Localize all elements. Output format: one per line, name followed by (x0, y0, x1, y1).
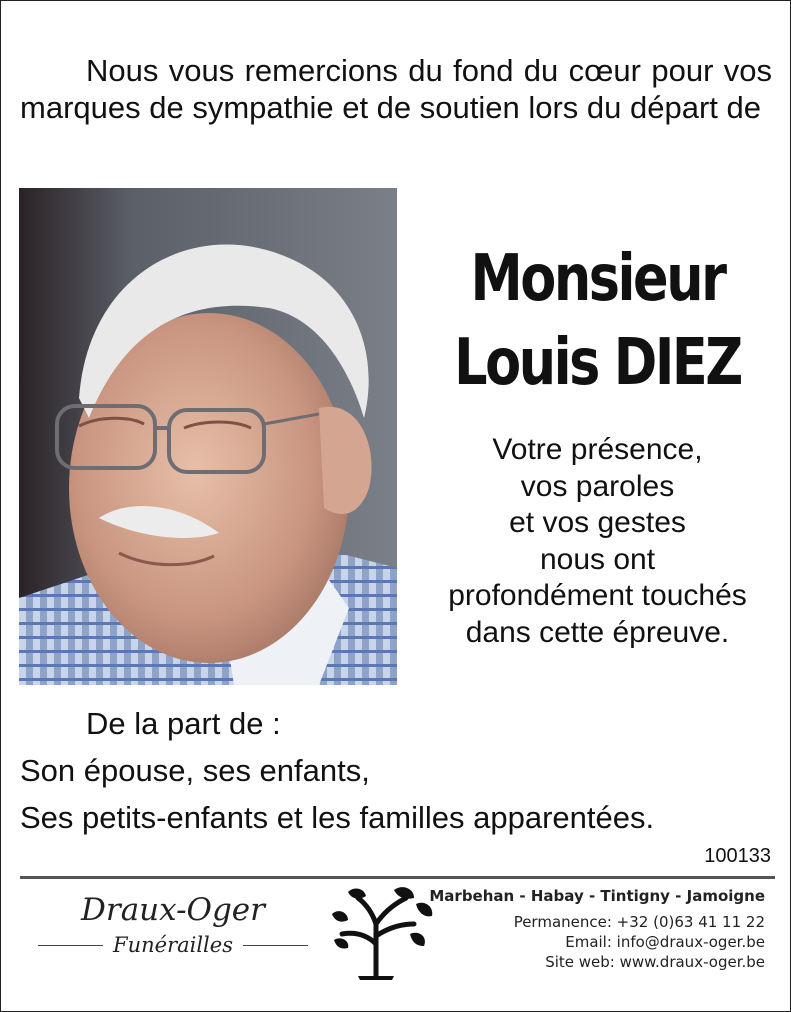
funeral-home-brand (38, 890, 308, 960)
portrait-illustration (19, 188, 397, 685)
family-signoff (20, 700, 760, 841)
message-line: et vos gestes (509, 506, 686, 539)
footer-divider (20, 876, 775, 879)
tree-icon (328, 884, 438, 980)
deceased-name-block (420, 237, 775, 405)
signoff-line: De la part de : (86, 706, 281, 741)
divider-line (243, 945, 308, 946)
locations: Marbehan - Habay - Tintigny - Jamoigne (429, 887, 765, 905)
email-line: Email: info@draux-oger.be (565, 933, 765, 951)
intro-text: Nous vous remercions du fond du cœur pour vos marques de sympathie et de soutien lors du départ de (20, 53, 772, 125)
divider-line (38, 945, 103, 946)
message-line: profondément touchés (448, 579, 747, 612)
brand-subtitle: Funérailles (113, 933, 233, 957)
portrait-photo (19, 188, 397, 685)
thank-you-message (415, 432, 780, 651)
message-line: nous ont (539, 542, 656, 576)
message-line: vos paroles (520, 469, 675, 503)
brand-name: Draux-Oger (81, 892, 265, 928)
signoff-line: Son épouse, ses enfants, (20, 753, 370, 788)
contact-info (425, 886, 765, 972)
signoff-line: Ses petits-enfants et les familles apparentées. (20, 800, 655, 835)
intro-paragraph (20, 52, 772, 126)
message-line: Votre présence, (492, 433, 703, 466)
website-line: Site web: www.draux-oger.be (545, 953, 765, 971)
deceased-title: Monsieur (470, 242, 725, 316)
deceased-name: Louis DIEZ (454, 326, 741, 400)
phone-line: Permanence: +32 (0)63 41 11 22 (513, 913, 765, 931)
reference-number: 100133 (704, 845, 771, 867)
brand-subtitle-row (38, 930, 308, 960)
message-line: dans cette épreuve. (465, 615, 730, 649)
